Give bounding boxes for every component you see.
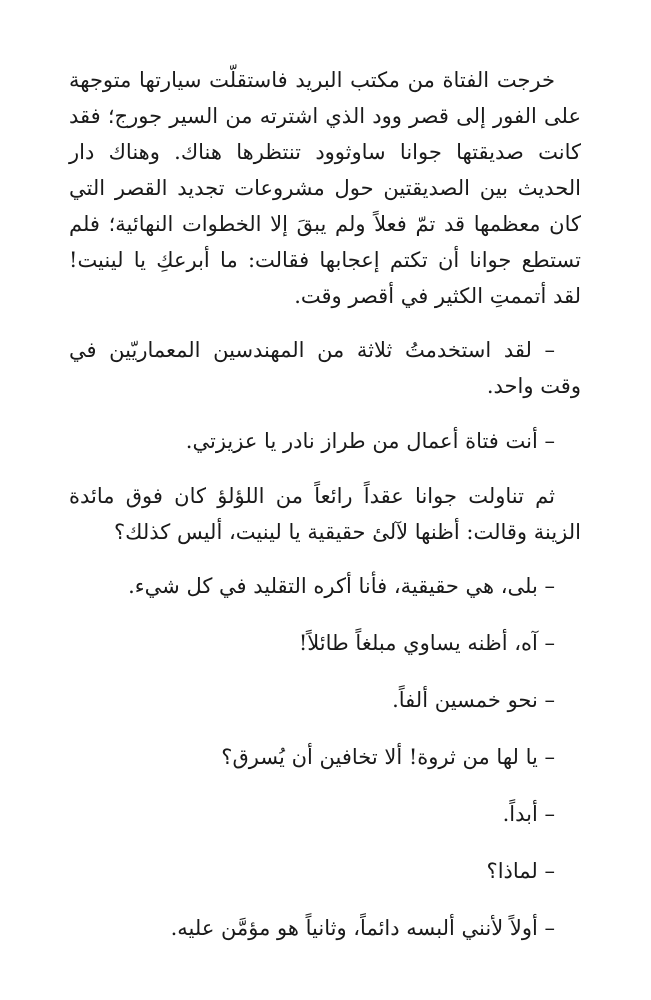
dialogue-line-5: – نحو خمسين ألفاً. xyxy=(392,688,555,712)
narration-paragraph-1: خرجت الفتاة من مكتب البريد فاستقلّت سيارتها متوجهة على الفور إلى قصر وود الذي اشترته من السير جورج؛ فقد كانت صديقتها جوانا ساوثوود تنتظرها هناك. وهناك دار الحديث بين الصديقتين حول مشروعات تجديد القصر التي كان معظمها قد تمّ فعلاً ولم يبقَ إلا الخطوات النهائية؛ فلم تستطع جوانا أن تكتم إعجابها فقالت: ما أبرعكِ يا لينيت! لقد أتممتِ الكثير في أقصر وقت. xyxy=(69,68,582,308)
dialogue-line-4: – آه، أظنه يساوي مبلغاً طائلاً! xyxy=(298,631,555,655)
dialogue-line-3: – بلى، هي حقيقية، فأنا أكره التقليد في كل شيء. xyxy=(128,574,555,598)
dialogue-line-7: – أبداً. xyxy=(502,802,555,826)
dialogue-line-1: – لقد استخدمتُ ثلاثة من المهندسين المعماريّين في وقت واحد. xyxy=(69,338,581,398)
dialogue-line-2: – أنت فتاة أعمال من طراز نادر يا عزيزتي. xyxy=(185,429,555,453)
dialogue-line-6: – يا لها من ثروة! ألا تخافين أن يُسرق؟ xyxy=(221,745,555,769)
book-page xyxy=(69,62,581,967)
dialogue-line-9: – أولاً لأنني ألبسه دائماً، وثانياً هو مؤمَّن عليه. xyxy=(170,916,555,940)
dialogue-line-8: – لماذا؟ xyxy=(486,859,555,883)
narration-paragraph-2: ثم تناولت جوانا عقداً رائعاً من اللؤلؤ كان فوق مائدة الزينة وقالت: أظنها لآلئ حقيقية يا لينيت، أليس كذلك؟ xyxy=(69,484,581,544)
